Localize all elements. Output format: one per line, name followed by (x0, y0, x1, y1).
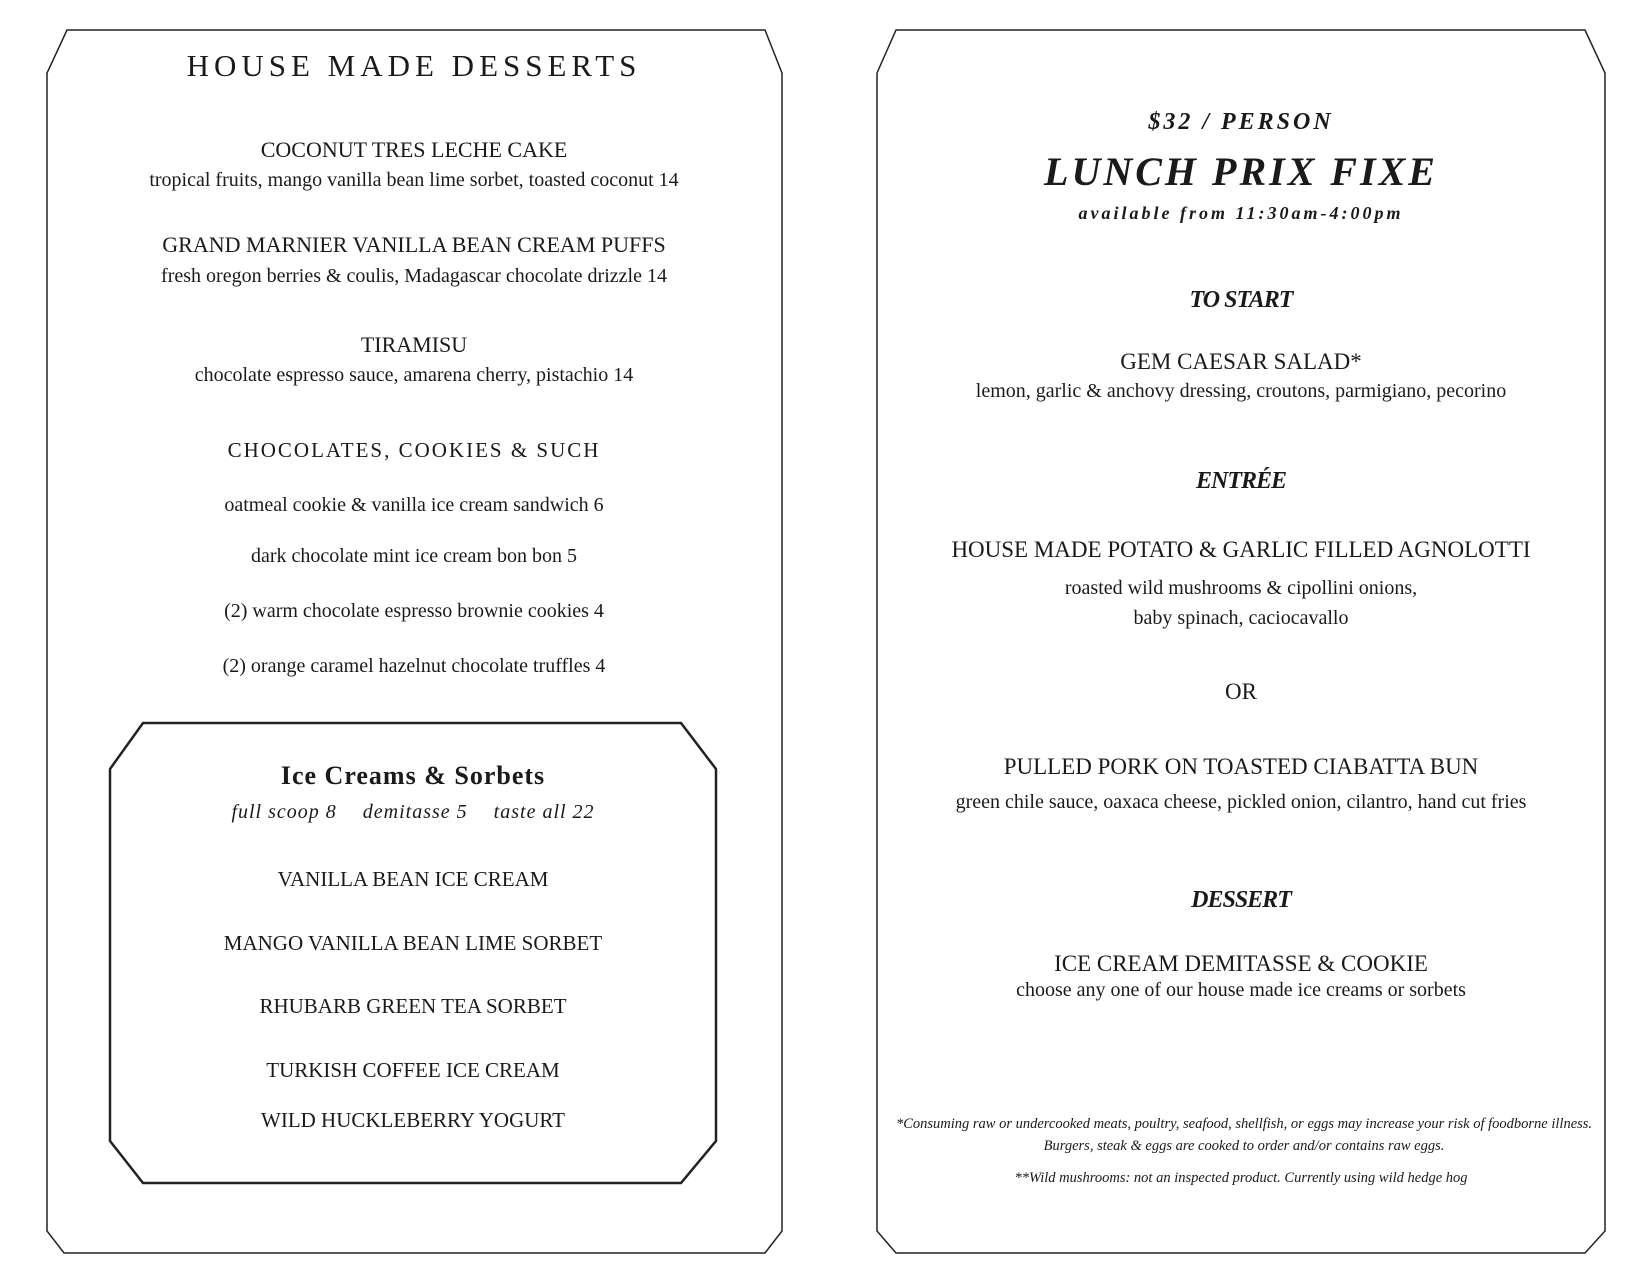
section-heading-entree: ENTRÉE (1195, 468, 1287, 494)
dish-name: ICE CREAM DEMITASSE & COOKIE (1054, 951, 1428, 976)
entree-or: OR (1225, 679, 1257, 704)
lunch-price: $32 / PERSON (1148, 109, 1334, 135)
dessert-description: chocolate espresso sauce, amarena cherry, pistachio 14 (194, 364, 634, 386)
footnote-raw-food: *Consuming raw or undercooked meats, poultry, seafood, shellfish, or eggs may increase your risk of foodborne illness. Burgers, steak & eggs are cooked to order and/or contains raw eggs. (895, 1116, 1593, 1154)
section-heading-dessert: DESSERT (1191, 887, 1291, 913)
ice-creams-prices (110, 801, 716, 824)
dish-name: HOUSE MADE POTATO & GARLIC FILLED AGNOLOTTI (951, 537, 1531, 562)
dish-name: GEM CAESAR SALAD* (1120, 349, 1362, 374)
dish-description: green chile sauce, oaxaca cheese, pickled onion, cilantro, hand cut fries (955, 791, 1527, 813)
price-full-scoop: full scoop 8 (231, 801, 337, 823)
footnote-wild-mushrooms: **Wild mushrooms: not an inspected product. Currently using wild hedge hog (1014, 1170, 1468, 1186)
chocolate-item: (2) warm chocolate espresso brownie cookies 4 (224, 600, 604, 622)
ice-creams-box (110, 723, 716, 1183)
ice-creams-title: Ice Creams & Sorbets (280, 761, 546, 790)
dish-description: choose any one of our house made ice creams or sorbets (1016, 979, 1466, 1001)
price-demitasse: demitasse 5 (362, 801, 468, 823)
price-taste-all: taste all 22 (493, 801, 595, 823)
dessert-name: COCONUT TRES LECHE CAKE (260, 137, 568, 162)
dish-description: lemon, garlic & anchovy dressing, croutons, parmigiano, pecorino (975, 380, 1507, 402)
lunch-title: LUNCH PRIX FIXE (1044, 149, 1438, 194)
chocolate-item: oatmeal cookie & vanilla ice cream sandwich 6 (224, 494, 604, 516)
ice-cream-item: VANILLA BEAN ICE CREAM (277, 867, 549, 891)
dish-description: roasted wild mushrooms & cipollini onions, (1064, 577, 1418, 599)
ice-cream-item: TURKISH COFFEE ICE CREAM (266, 1058, 560, 1082)
chocolate-item: dark chocolate mint ice cream bon bon 5 (251, 545, 577, 567)
section-heading-start: TO START (1189, 287, 1293, 313)
desserts-title: HOUSE MADE DESSERTS (186, 48, 642, 83)
dessert-description: fresh oregon berries & coulis, Madagascar chocolate drizzle 14 (161, 265, 667, 287)
ice-cream-item: WILD HUCKLEBERRY YOGURT (261, 1108, 565, 1132)
dessert-name: GRAND MARNIER VANILLA BEAN CREAM PUFFS (162, 232, 666, 257)
chocolates-heading: CHOCOLATES, COOKIES & SUCH (227, 438, 601, 462)
dish-name: PULLED PORK ON TOASTED CIABATTA BUN (1003, 754, 1479, 779)
ice-cream-item: MANGO VANILLA BEAN LIME SORBET (223, 931, 603, 955)
lunch-availability: available from 11:30am-4:00pm (1078, 203, 1404, 223)
chocolate-item: (2) orange caramel hazelnut chocolate truffles 4 (222, 655, 606, 677)
ice-cream-item: RHUBARB GREEN TEA SORBET (259, 994, 567, 1018)
dessert-name: TIRAMISU (360, 332, 468, 357)
lunch-panel (877, 28, 1605, 1254)
dish-description: baby spinach, caciocavallo (1133, 607, 1349, 629)
dessert-description: tropical fruits, mango vanilla bean lime sorbet, toasted coconut 14 (149, 169, 679, 191)
